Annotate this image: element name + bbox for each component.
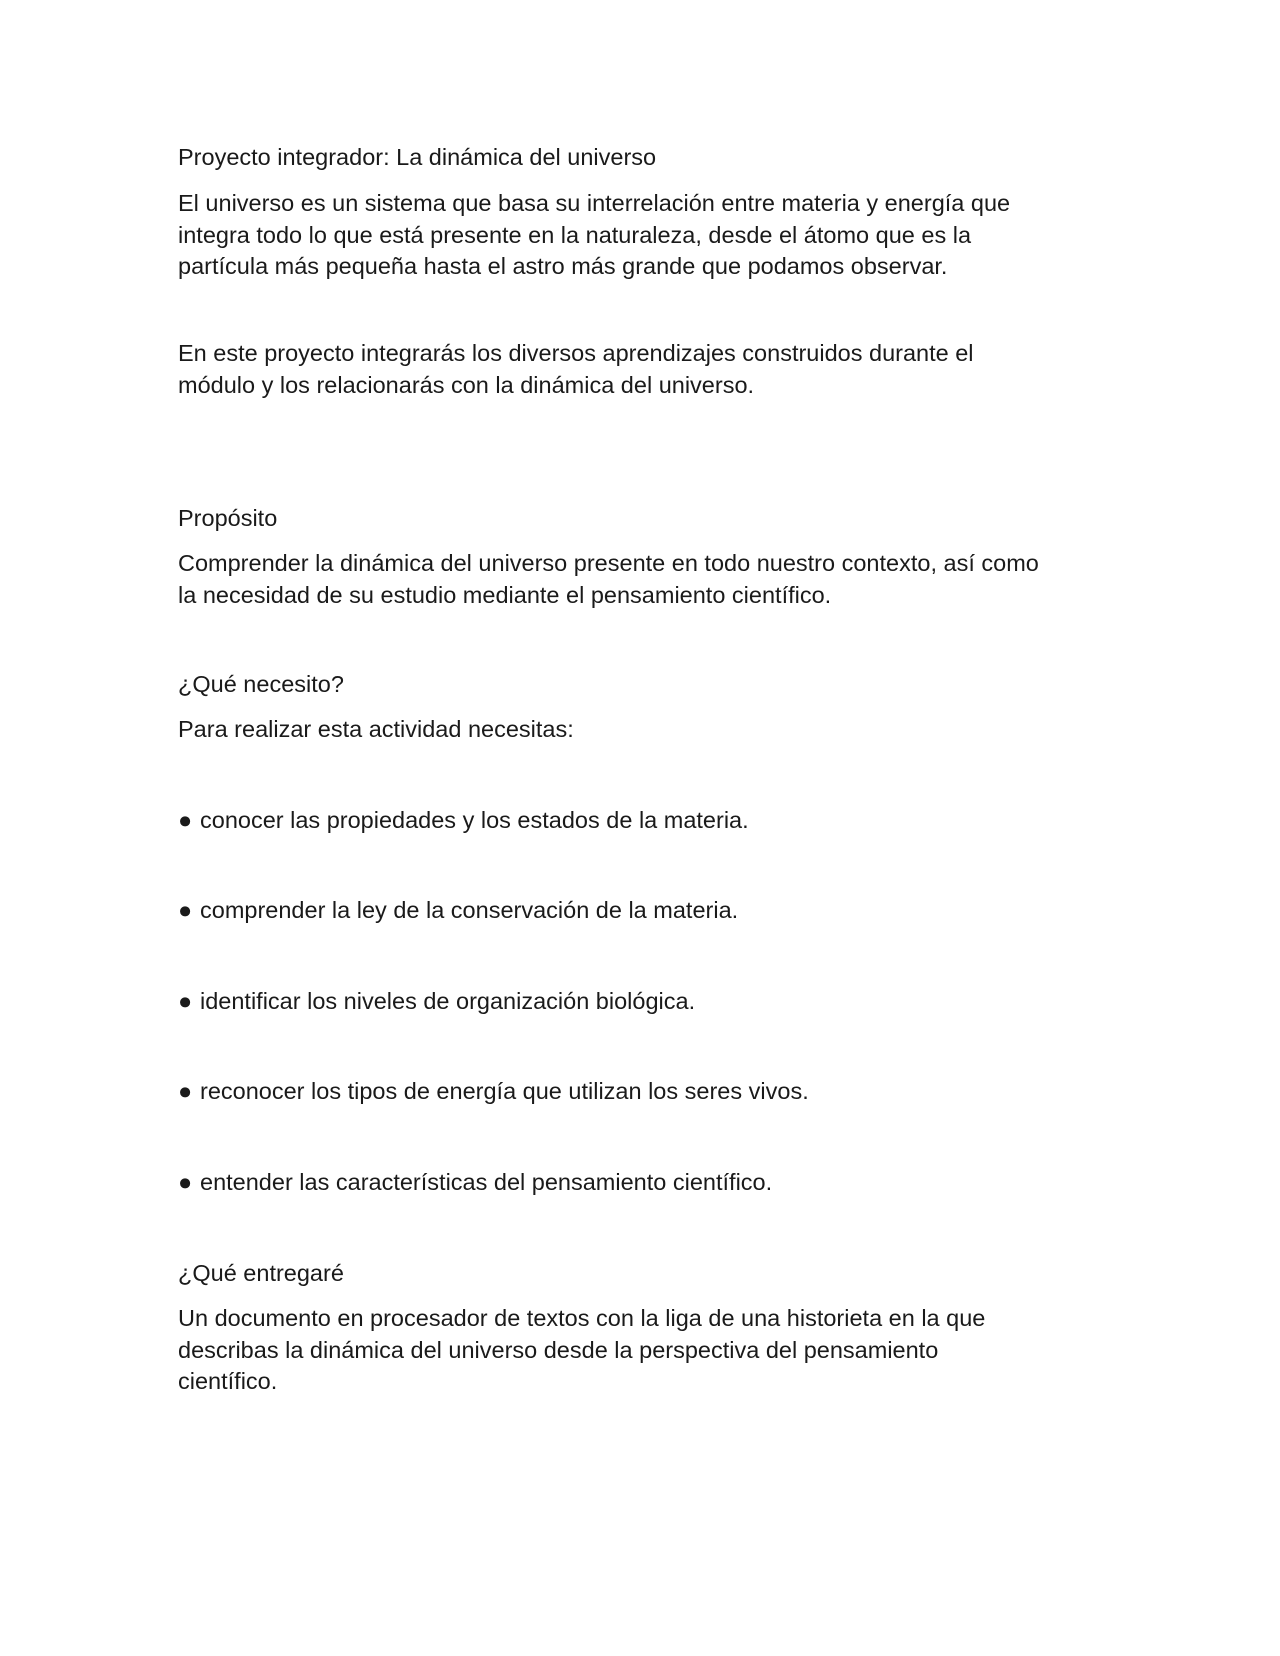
purpose-heading: Propósito <box>178 505 278 531</box>
bullet-icon: ● <box>178 807 193 833</box>
bullet-icon: ● <box>178 1078 193 1104</box>
deliverable-heading: ¿Qué entregaré <box>178 1260 344 1286</box>
list-item-text: conocer las propiedades y los estados de la materia. <box>200 807 749 833</box>
needs-heading: ¿Qué necesito? <box>178 671 344 697</box>
list-item <box>178 805 1118 837</box>
list-item-text: comprender la ley de la conservación de la materia. <box>200 897 739 923</box>
intro-paragraph-2: En este proyecto integrarás los diversos aprendizajes construidos durante el módulo y los relacionarás con la dinámica del universo. <box>178 340 974 398</box>
bullet-icon: ● <box>178 897 193 923</box>
list-item <box>178 1076 1118 1108</box>
list-item-text: reconocer los tipos de energía que utilizan los seres vivos. <box>200 1078 809 1104</box>
purpose-text: Comprender la dinámica del universo presente en todo nuestro contexto, así como la necesidad de su estudio mediante el pensamiento científico. <box>178 550 1039 608</box>
document-title: Proyecto integrador: La dinámica del universo <box>178 144 657 170</box>
bullet-icon: ● <box>178 988 193 1014</box>
list-item <box>178 986 1118 1018</box>
list-item-text: entender las características del pensamiento científico. <box>200 1169 773 1195</box>
list-item-text: identificar los niveles de organización biológica. <box>200 988 696 1014</box>
deliverable-text: Un documento en procesador de textos con la liga de una historieta en la que describas la dinámica del universo desde la perspectiva del pensamiento científico. <box>178 1305 986 1394</box>
needs-lead: Para realizar esta actividad necesitas: <box>178 716 574 742</box>
list-item <box>178 895 1118 927</box>
list-item <box>178 1167 1118 1199</box>
bullet-icon: ● <box>178 1169 193 1195</box>
intro-paragraph-1: El universo es un sistema que basa su interrelación entre materia y energía que integra todo lo que está presente en la naturaleza, desde el átomo que es la partícula más pequeña hasta el astro más grande que podamos observar. <box>178 190 1011 279</box>
